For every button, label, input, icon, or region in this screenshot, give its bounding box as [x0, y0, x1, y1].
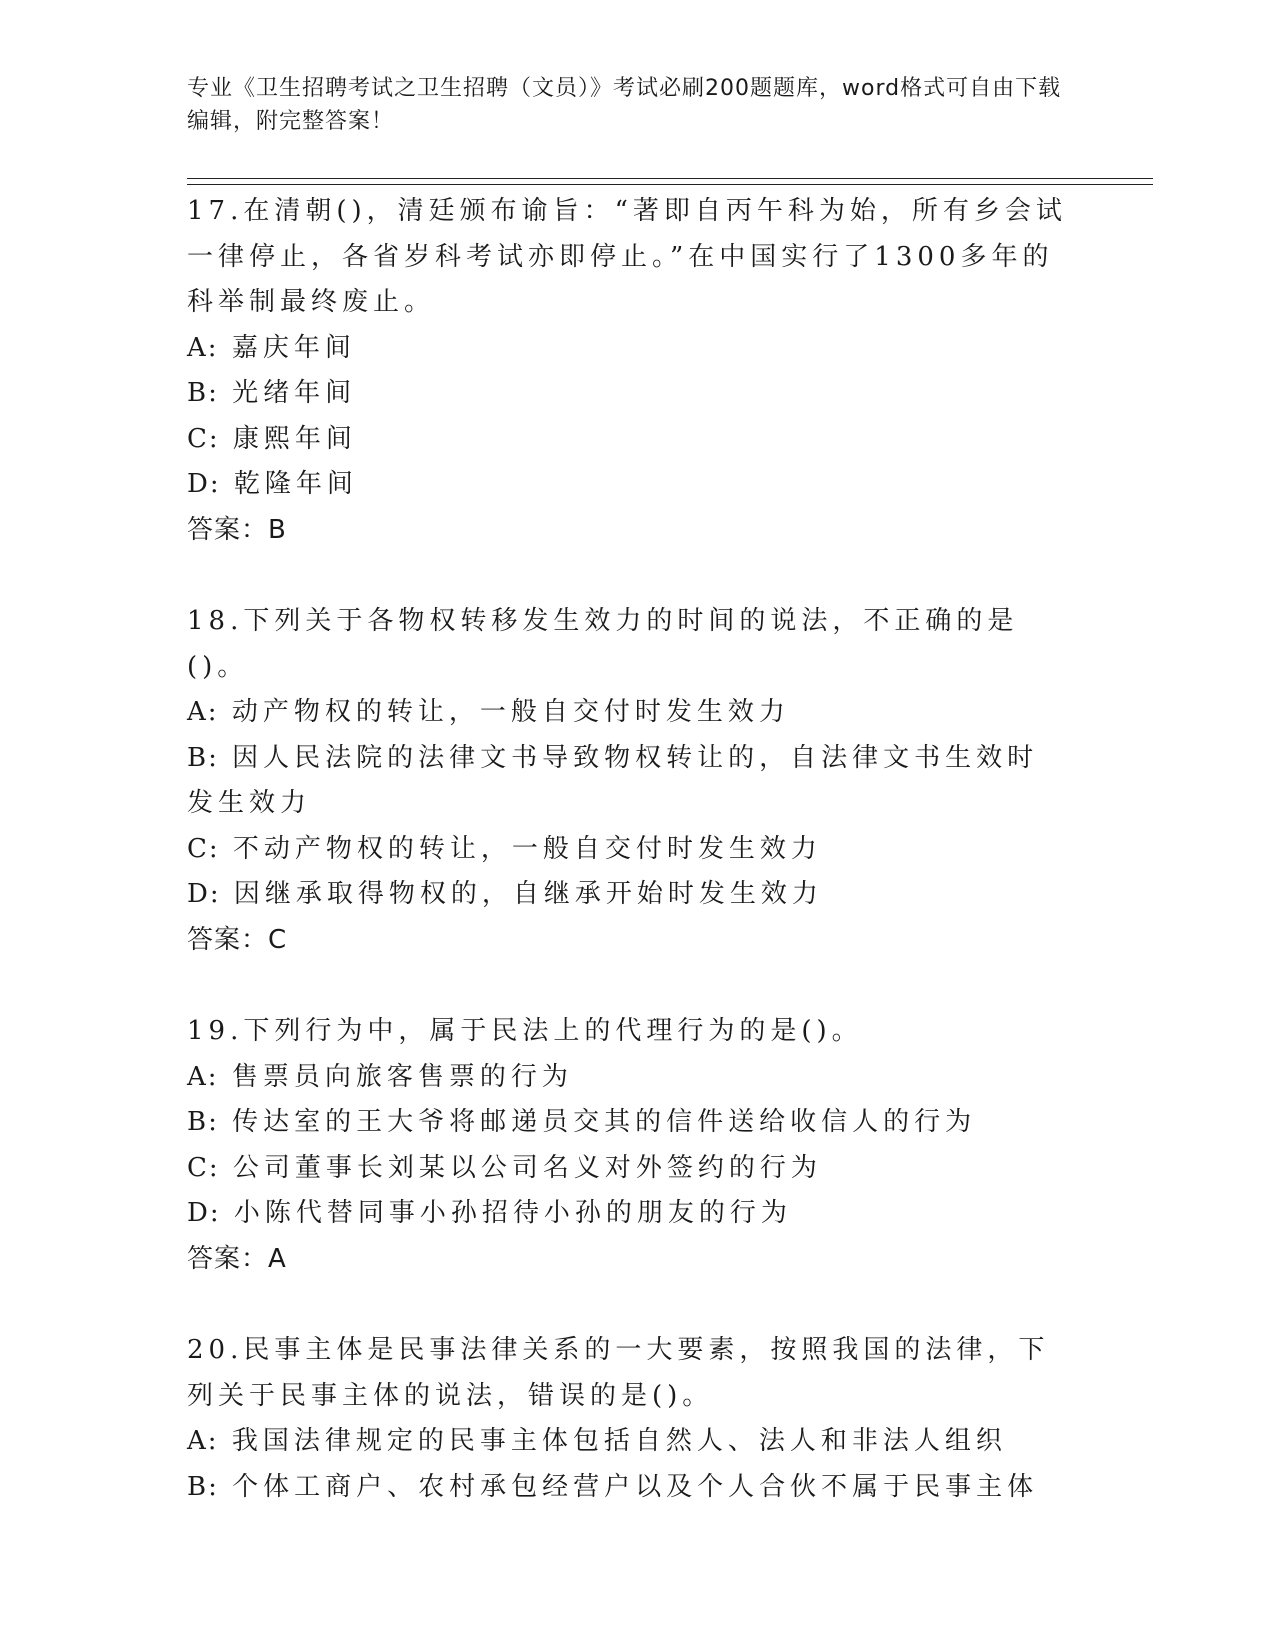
option-label: C: [187, 833, 220, 864]
option-b [187, 1465, 1087, 1511]
option-label: A: [187, 332, 219, 363]
option-text: 因人民法院的法律文书导致物权转让的，自法律文书生效时发生效力 [187, 742, 1039, 818]
option-text: 因继承取得物权的，自继承开始时发生效力 [233, 879, 823, 909]
option-text: 小陈代替同事小孙招待小孙的朋友的行为 [233, 1198, 792, 1228]
option-label: B: [187, 742, 219, 773]
option-label: C: [187, 1152, 220, 1183]
document-header: 专业《卫生招聘考试之卫生招聘（文员）》考试必刷200题题库，word格式可自由下载编辑，附完整答案！ [187, 76, 1062, 134]
question-19 [187, 1009, 1087, 1282]
question-17 [187, 189, 1087, 553]
option-label: A: [187, 1061, 219, 1092]
option-a [187, 1419, 1087, 1465]
question-stem: 19.下列行为中，属于民法上的代理行为的是()。 [187, 1016, 863, 1046]
option-text: 个体工商户、农村承包经营户以及个人合伙不属于民事主体 [232, 1471, 1039, 1502]
option-label: D: [187, 879, 221, 909]
option-d [187, 1191, 1087, 1237]
option-b [187, 1100, 1087, 1146]
answer-line: 答案：A [187, 1243, 287, 1274]
option-text: 嘉庆年间 [231, 332, 356, 363]
question-20 [187, 1328, 1087, 1510]
header-divider-bottom [187, 184, 1153, 185]
option-label: A: [187, 1426, 219, 1456]
option-a [187, 1055, 1087, 1101]
option-text: 康熙年间 [232, 423, 357, 454]
question-18 [187, 599, 1087, 963]
question-list [187, 189, 1087, 1510]
option-b [187, 736, 1067, 827]
question-stem: 18.下列关于各物权转移发生效力的时间的说法，不正确的是()。 [187, 606, 1019, 682]
option-b [187, 371, 1087, 417]
option-text: 不动产物权的转让，一般自交付时发生效力 [232, 833, 822, 864]
option-a [187, 326, 1087, 372]
header-divider-top [187, 178, 1153, 179]
option-label: B: [187, 1107, 219, 1137]
option-text: 传达室的王大爷将邮递员交其的信件送给收信人的行为 [232, 1107, 977, 1137]
option-d [187, 462, 1087, 508]
option-text: 我国法律规定的民事主体包括自然人、法人和非法人组织 [231, 1426, 1007, 1456]
option-label: A: [187, 697, 219, 727]
option-label: B: [187, 1471, 219, 1502]
option-text: 公司董事长刘某以公司名义对外签约的行为 [232, 1152, 822, 1183]
answer-line: 答案：C [187, 924, 288, 955]
option-label: D: [187, 1198, 221, 1228]
question-stem: 20.民事主体是民事法律关系的一大要素，按照我国的法律，下列关于民事主体的说法，错误的是()。 [187, 1335, 1050, 1411]
option-c [187, 417, 1087, 463]
option-text: 乾隆年间 [233, 469, 358, 499]
question-stem: 17.在清朝()，清廷颁布谕旨：“著即自丙午科为始，所有乡会试一律停止，各省岁科考试亦即停止。”在中国实行了1300多年的科举制最终废止。 [187, 196, 1067, 317]
option-text: 动产物权的转让，一般自交付时发生效力 [231, 697, 790, 727]
option-d [187, 872, 1087, 918]
option-label: C: [187, 423, 220, 454]
option-c [187, 827, 1087, 873]
option-label: D: [187, 469, 221, 499]
answer-line: 答案：B [187, 514, 287, 545]
option-label: B: [187, 378, 219, 408]
option-text: 售票员向旅客售票的行为 [231, 1061, 573, 1092]
option-text: 光绪年间 [232, 378, 357, 408]
option-c [187, 1146, 1087, 1192]
option-a [187, 690, 1087, 736]
